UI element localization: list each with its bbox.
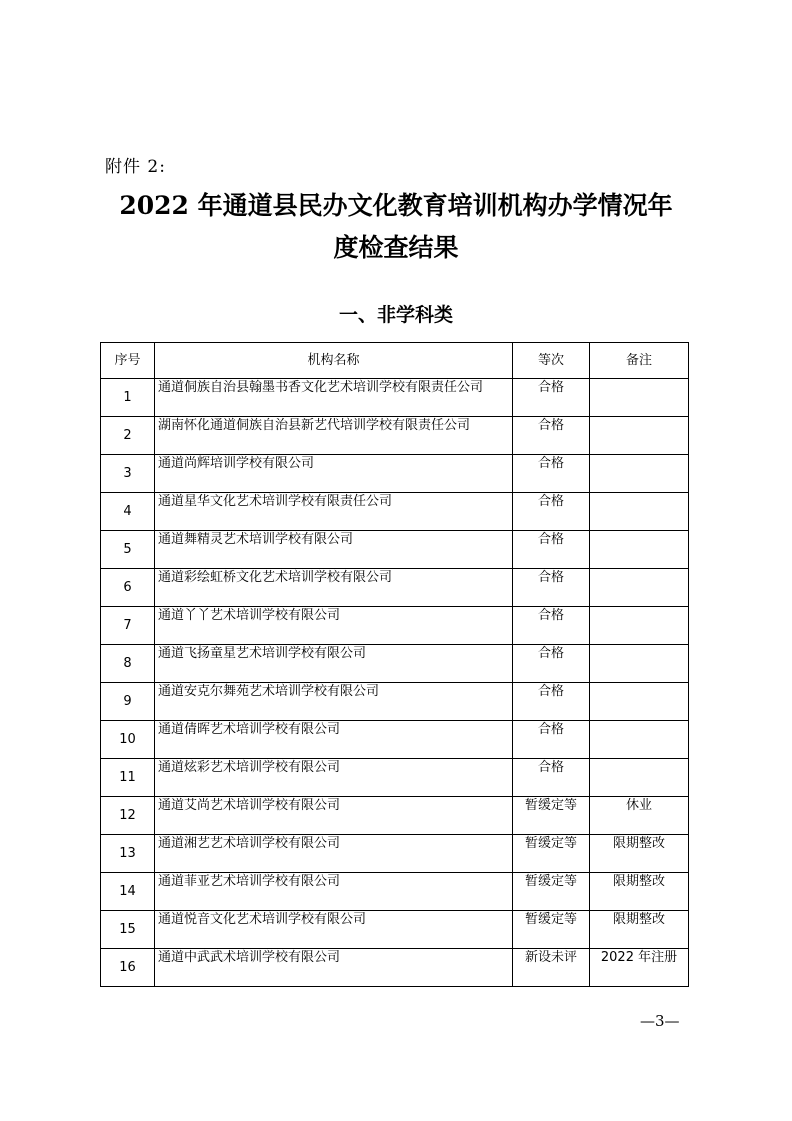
table-row: [101, 949, 689, 987]
row-number: 16: [101, 949, 155, 987]
title-line-1: 2022 年通道县民办文化教育培训机构办学情况年: [119, 191, 673, 220]
institution-name: 通道悦音文化艺术培训学校有限公司: [155, 911, 513, 949]
institution-name: 通道倩晖艺术培训学校有限公司: [155, 721, 513, 759]
grade-cell: 新设未评: [513, 949, 590, 987]
table-row: [101, 607, 689, 645]
grade-cell: 合格: [513, 607, 590, 645]
header-grade: 等次: [513, 343, 590, 379]
row-number: 8: [101, 645, 155, 683]
table-header-row: [101, 343, 689, 379]
table-row: [101, 645, 689, 683]
table-row: [101, 759, 689, 797]
grade-cell: 暂缓定等: [513, 797, 590, 835]
note-cell: [590, 531, 689, 569]
attachment-label: 附件 2:: [105, 157, 166, 177]
table-row: [101, 911, 689, 949]
row-number: 5: [101, 531, 155, 569]
title-line-2: 度检查结果: [333, 233, 459, 262]
table-row: [101, 455, 689, 493]
note-cell: [590, 569, 689, 607]
note-cell: 休业: [590, 797, 689, 835]
row-number: 11: [101, 759, 155, 797]
note-cell: [590, 683, 689, 721]
note-cell: [590, 759, 689, 797]
note-cell: [590, 721, 689, 759]
grade-cell: 合格: [513, 417, 590, 455]
grade-cell: 合格: [513, 683, 590, 721]
table-row: [101, 417, 689, 455]
institution-name: 湖南怀化通道侗族自治县新艺代培训学校有限责任公司: [155, 417, 513, 455]
row-number: 6: [101, 569, 155, 607]
row-number: 14: [101, 873, 155, 911]
note-cell: 2022 年注册: [590, 949, 689, 987]
row-number: 12: [101, 797, 155, 835]
institution-name: 通道中武武术培训学校有限公司: [155, 949, 513, 987]
institution-name: 通道安克尔舞苑艺术培训学校有限公司: [155, 683, 513, 721]
row-number: 13: [101, 835, 155, 873]
institution-name: 通道侗族自治县翰墨书香文化艺术培训学校有限责任公司: [155, 379, 513, 417]
institution-name: 通道艾尚艺术培训学校有限公司: [155, 797, 513, 835]
table-row: [101, 835, 689, 873]
row-number: 2: [101, 417, 155, 455]
grade-cell: 合格: [513, 569, 590, 607]
table-row: [101, 569, 689, 607]
note-cell: [590, 645, 689, 683]
table-row: [101, 721, 689, 759]
grade-cell: 合格: [513, 721, 590, 759]
grade-cell: 暂缓定等: [513, 835, 590, 873]
institution-name: 通道舞精灵艺术培训学校有限公司: [155, 531, 513, 569]
grade-cell: 合格: [513, 759, 590, 797]
institution-name: 通道彩绘虹桥文化艺术培训学校有限公司: [155, 569, 513, 607]
grade-cell: 暂缓定等: [513, 911, 590, 949]
institution-name: 通道丫丫艺术培训学校有限公司: [155, 607, 513, 645]
note-cell: 限期整改: [590, 873, 689, 911]
grade-cell: 合格: [513, 379, 590, 417]
page-number: —3—: [640, 1012, 680, 1030]
table-row: [101, 797, 689, 835]
row-number: 9: [101, 683, 155, 721]
row-number: 10: [101, 721, 155, 759]
table-row: [101, 379, 689, 417]
grade-cell: 合格: [513, 531, 590, 569]
results-table: [100, 342, 689, 987]
grade-cell: 暂缓定等: [513, 873, 590, 911]
note-cell: 限期整改: [590, 911, 689, 949]
row-number: 4: [101, 493, 155, 531]
header-name: 机构名称: [155, 343, 513, 379]
note-cell: [590, 493, 689, 531]
institution-name: 通道飞扬童星艺术培训学校有限公司: [155, 645, 513, 683]
institution-name: 通道湘艺艺术培训学校有限公司: [155, 835, 513, 873]
grade-cell: 合格: [513, 645, 590, 683]
row-number: 7: [101, 607, 155, 645]
document-title: [90, 185, 702, 269]
table-row: [101, 683, 689, 721]
row-number: 1: [101, 379, 155, 417]
table-row: [101, 493, 689, 531]
institution-name: 通道菲亚艺术培训学校有限公司: [155, 873, 513, 911]
grade-cell: 合格: [513, 493, 590, 531]
institution-name: 通道星华文化艺术培训学校有限责任公司: [155, 493, 513, 531]
grade-cell: 合格: [513, 455, 590, 493]
header-no: 序号: [101, 343, 155, 379]
table-body: [101, 379, 689, 987]
header-note: 备注: [590, 343, 689, 379]
note-cell: [590, 607, 689, 645]
note-cell: [590, 379, 689, 417]
institution-name: 通道炫彩艺术培训学校有限公司: [155, 759, 513, 797]
row-number: 15: [101, 911, 155, 949]
note-cell: [590, 455, 689, 493]
row-number: 3: [101, 455, 155, 493]
table-row: [101, 531, 689, 569]
institution-name: 通道尚辉培训学校有限公司: [155, 455, 513, 493]
note-cell: [590, 417, 689, 455]
note-cell: 限期整改: [590, 835, 689, 873]
table-row: [101, 873, 689, 911]
section-title: 一、非学科类: [338, 304, 453, 326]
